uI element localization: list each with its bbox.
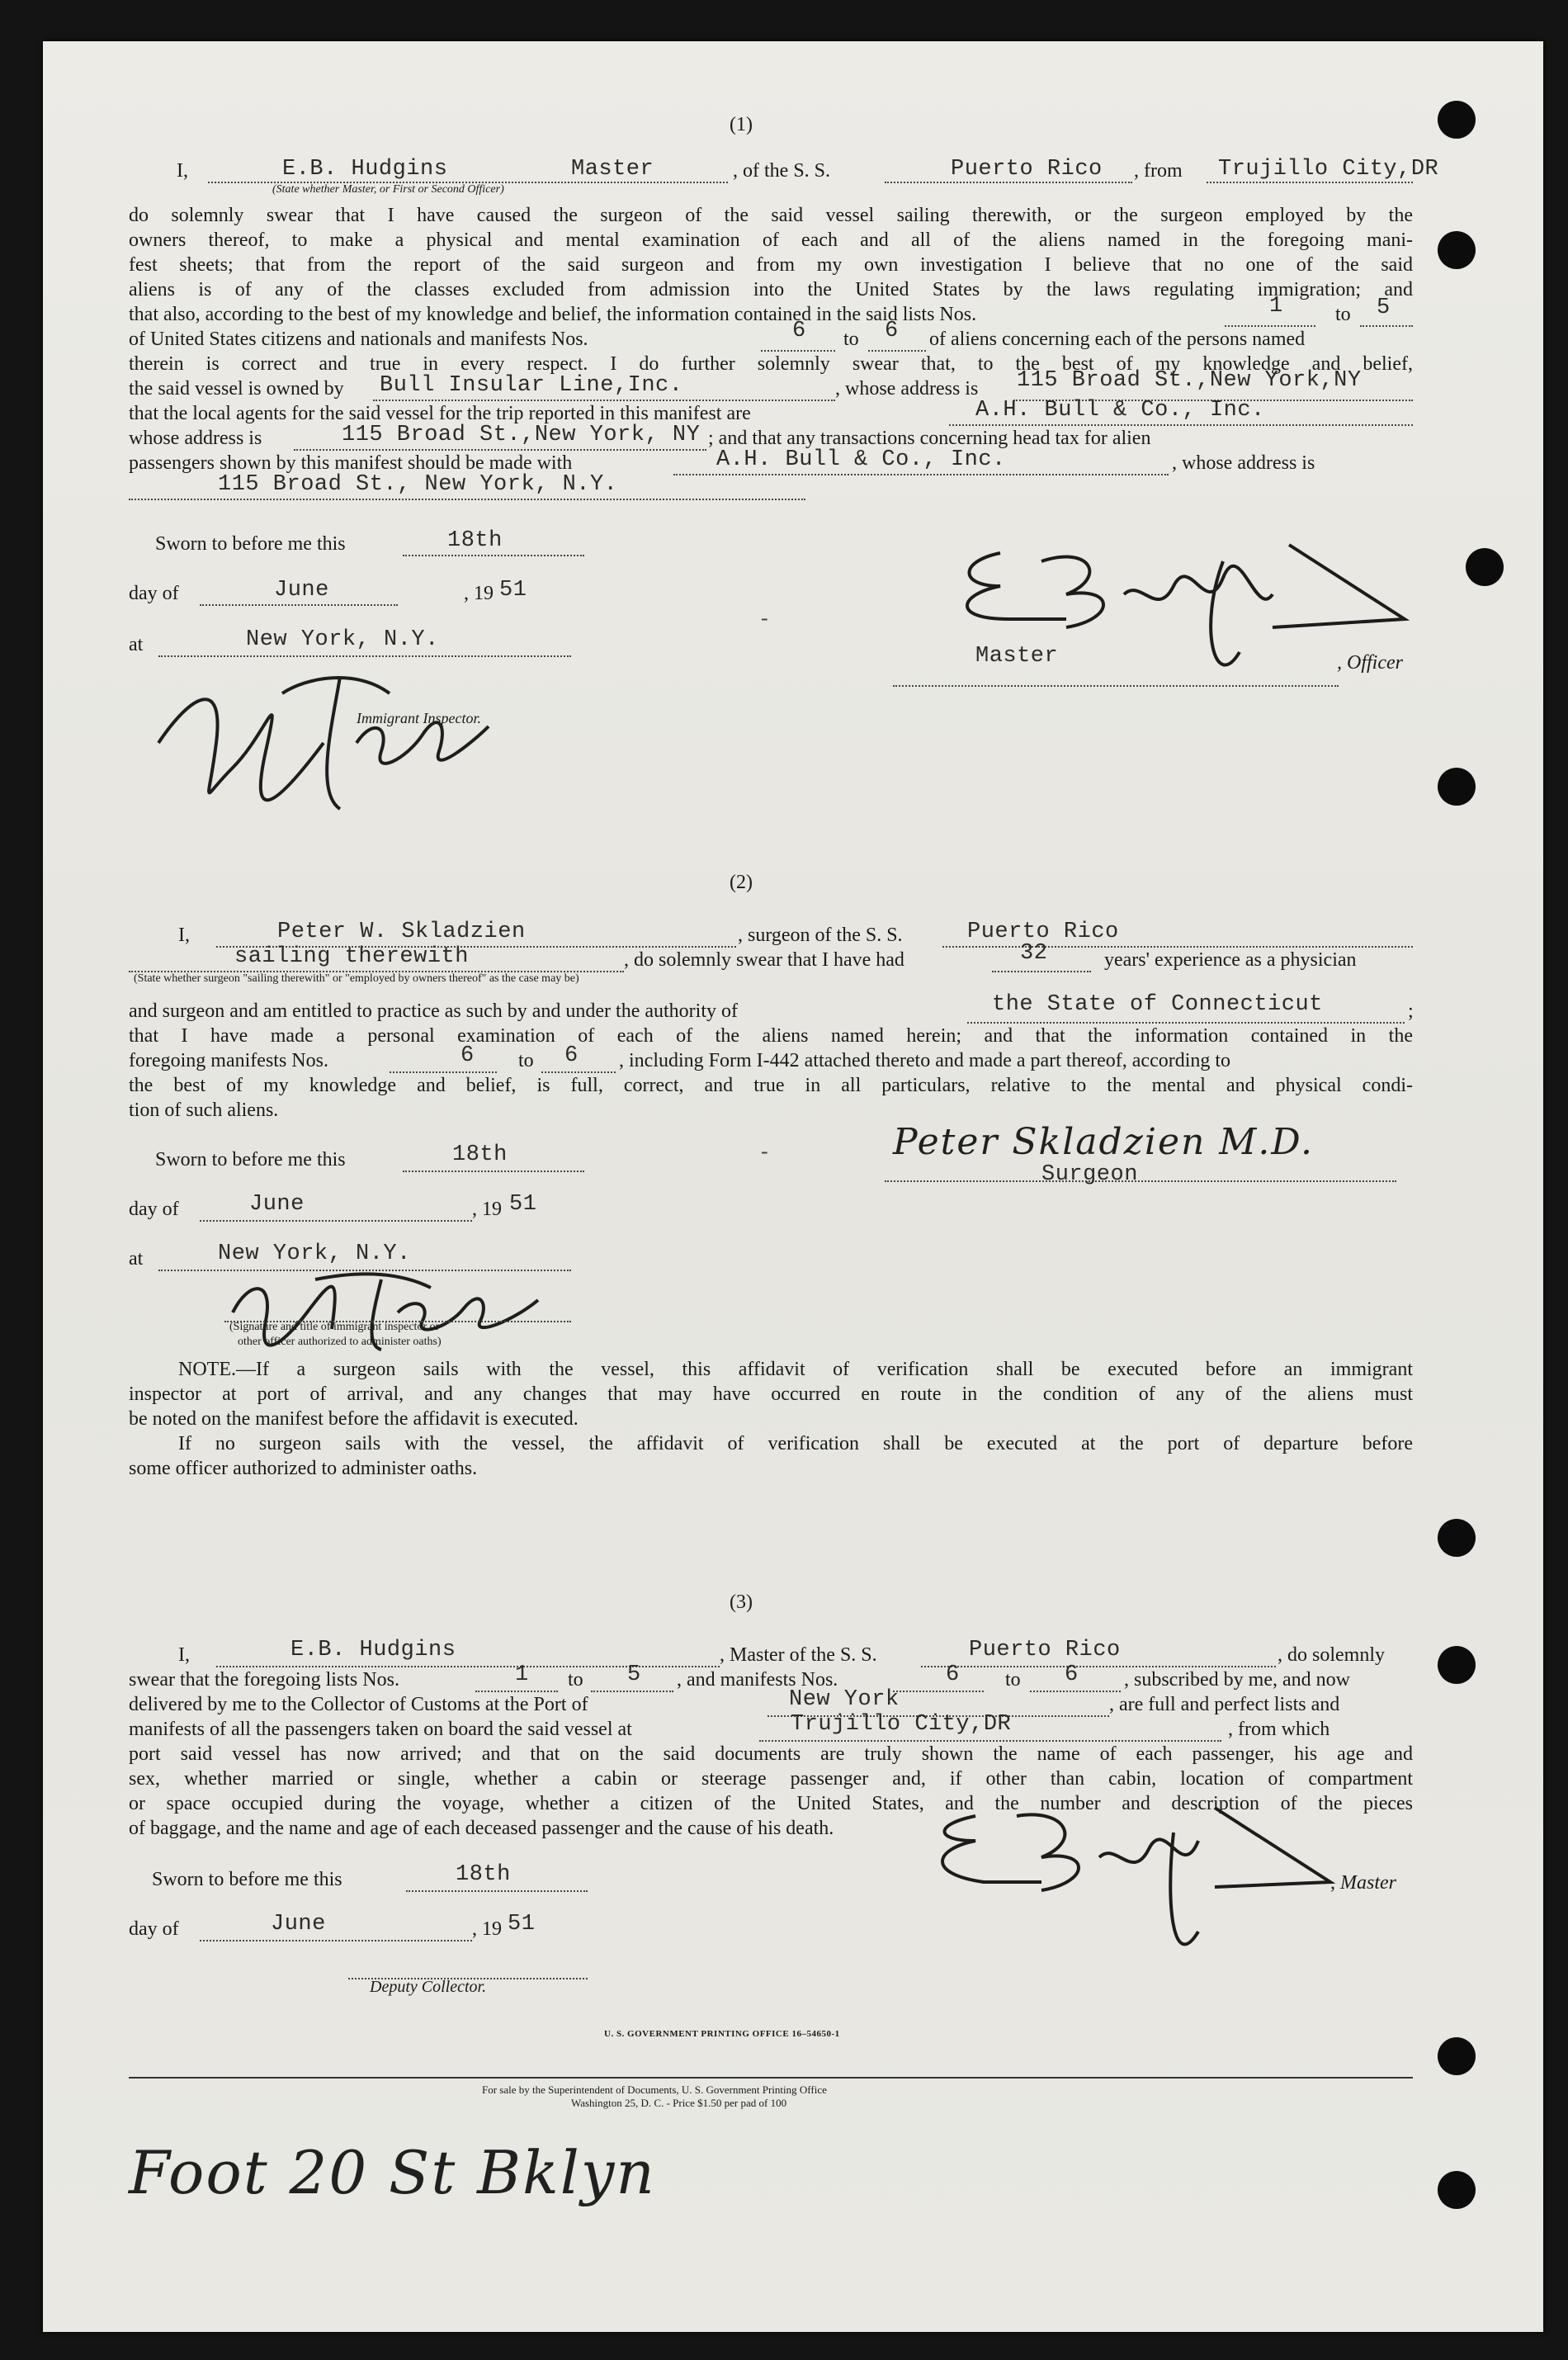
sworn-day-3: 18th <box>456 1862 511 1887</box>
sworn-day: 18th <box>447 528 503 553</box>
head-tax-agent: A.H. Bull & Co., Inc. <box>716 447 1006 472</box>
surgeon-signature: Peter Skladzien M.D. <box>893 1121 1315 1163</box>
gpo-imprint: U. S. GOVERNMENT PRINTING OFFICE 16–54650-1 <box>604 2029 840 2039</box>
lists-to: 5 <box>1377 296 1391 320</box>
inspector-label: Immigrant Inspector. <box>357 710 481 726</box>
margin-mark: - <box>761 1139 768 1163</box>
surgeon-manifest-from: 6 <box>460 1043 475 1068</box>
vessel-owner: Bull Insular Line,Inc. <box>380 373 683 398</box>
footer-rule <box>129 2077 1413 2079</box>
surgeon-status: sailing therewith <box>234 944 469 969</box>
owner-address: 115 Broad St.,New York,NY <box>1017 368 1362 393</box>
punch-hole <box>1466 548 1504 586</box>
surgeon-sworn-place: New York, N.Y. <box>218 1241 411 1266</box>
departure-port-3: Trujillo City,DR <box>791 1712 1012 1737</box>
inspector-signature <box>142 644 530 817</box>
sworn-year-3: 51 <box>508 1912 536 1937</box>
surgeon-sworn-day: 18th <box>452 1142 508 1167</box>
license-authority: the State of Connecticut <box>992 992 1323 1017</box>
lists-from: 1 <box>1269 294 1283 319</box>
master-name: E.B. Hudgins <box>282 157 448 182</box>
punch-hole <box>1438 1519 1476 1557</box>
deputy-collector-label: Deputy Collector. <box>370 1978 487 1996</box>
head-tax-agent-address: 115 Broad St., New York, N.Y. <box>218 472 618 497</box>
section-number: (3) <box>730 1591 753 1613</box>
master-name-3: E.B. Hudgins <box>290 1638 456 1662</box>
local-agent: A.H. Bull & Co., Inc. <box>975 398 1265 423</box>
rank-note: (State whether Master, or First or Second Officer) <box>272 183 504 196</box>
manifest-to: 6 <box>885 319 899 343</box>
oath-line-1b: , of the S. S. <box>733 160 831 182</box>
oath-line-1: I, <box>177 160 188 182</box>
surgeon-sworn-year: 51 <box>509 1192 537 1217</box>
margin-mark: - <box>761 606 768 630</box>
agent-address: 115 Broad St.,New York, NY <box>342 423 701 447</box>
sworn-month-3: June <box>271 1912 326 1937</box>
master-signature-3 <box>901 1791 1347 1981</box>
sworn-month: June <box>274 578 329 603</box>
section-number: (1) <box>730 114 753 135</box>
sworn-place: New York, N.Y. <box>246 627 439 652</box>
sailing-note: (State whether surgeon "sailing therewith" or "employed by owners thereof" as the case may be) <box>134 972 579 985</box>
master-typed: Master <box>975 644 1059 669</box>
arrival-port: New York <box>789 1687 900 1712</box>
surgeon-vessel: Puerto Rico <box>967 920 1119 944</box>
punch-hole <box>1438 2037 1476 2075</box>
lists-to-3: 5 <box>627 1662 641 1687</box>
punch-hole <box>1438 1646 1476 1684</box>
departure-port: Trujillo City,DR <box>1218 157 1439 182</box>
punch-hole <box>1438 231 1476 269</box>
handwritten-location-note: Foot 20 St Bklyn <box>129 2138 656 2207</box>
section-number: (2) <box>730 872 753 893</box>
surgeon-typed: Surgeon <box>1041 1162 1138 1187</box>
rank: Master <box>571 157 654 182</box>
vessel-name: Puerto Rico <box>951 157 1103 182</box>
surgeon-sworn-month: June <box>249 1192 305 1217</box>
punch-hole <box>1438 2171 1476 2209</box>
manifest-affidavit-page: (1) I, E.B. Hudgins Master , of the S. S. Puerto Rico , from Trujillo City,DR (State whether Master, or First or Second Officer) do solemnly swear that I have caused the surgeon of the said vessel sailing therewith, or the surgeon employed by the owners thereof, to make a physical and mental examination of each and all of the aliens named in the foregoing mani- fest sheets; that from the report of the said surgeon and from my own investigation I believe that no one of the said aliens is of any of the classes excluded from admission into the United States by the laws regulating immigration; and that also, according to the best of my knowledge and belief, the information contained in the said lists Nos. 1 to 5 of United States citizens and nationals and manifests Nos. 6 to 6 of aliens concerning each of the persons named therein is correct and true in every respect. I do further solemnly swear that, to the best of my knowledge and belief, the said vessel is owned by Bull Insular Line,Inc. , whose address is 115 Broad St.,New York,NY that the local agents for the said vessel for the trip reported in this manifest are A.H. Bull & Co., Inc. whose address is 115 Broad St.,New York, NY ; and that any transactions concerning head tax for alien passengers shown by this manifest should be made with A.H. Bull & Co., Inc. , whose address is 115 Broad St., New York, N.Y. Sworn to before me this 18th day of June , 19 51 at New York, N.Y. Immigrant Inspector. Master , Officer (2) I, Peter W. Skladzien , surgeon of the S. S. Puerto Rico sailing therewith , do solemnly swear that I have had 32 years' experience as a physician (State whether surgeon "sailing therewith" or "employed by owners thereof" as the case may be) and surgeon and am entitled to practice as such by and under the authority of the State of Connecticut ; that I have made a personal examination of each of the aliens named herein; and that the information contained in the foregoing manifests Nos. 6 to 6 , including Form I-442 attached thereto and made a part thereof, according to the best of my knowledge and belief, is full, correct, and true in all particulars, relative to the mental and physical condi- tion of such aliens. Sworn to before me this 18th day of June , 19 51 at New York, N.Y. (Signature and title of immigrant inspector or other officer authorized to administer oaths) Peter Skladzien M.D. Surgeon NOTE.—If a surgeon sails with the vessel, this affidavit of verification shall be executed before an immigrant inspector at port of arrival, and any changes that may have occurred en route in the condition of any of the aliens must be noted on the manifest before the affidavit is executed. If no surgeon sails with the vessel, the affidavit of verification shall be executed at the port of departure before some officer authorized to administer oaths. (3) I, E.B. Hudgins , Master of the S. S. Puerto Rico , do solemnly swear that the foregoing lists Nos. 1 to 5 , and manifests Nos. 6 to 6 , subscribed by me, and now delivered by me to the Collector of Customs at the Port of New York , are full and perfect lists and manifests of all the passengers taken on board the said vessel at Trujillo City,DR , from which port said vessel has now arrived; and that on the said documents are truly shown the name of each passenger, his age and sex, whether married or single, whether a cabin or steerage passenger and, if other than cabin, location of compartment or space occupied during the voyage, whether a citizen of the United States, and the number and description of the pieces of baggage, and the name and age of each deceased passenger and the cause of his death. Sworn to before me this 18th day of June , 19 51 Deputy Collector. , Master U. S. GOVERNMENT PRINTING OFFICE 16–54650-1 For sale by the Superintendent of Documents, U. S. Government Printing Office Washington 25, D. C. - Price $1.50 per pad of 100 Foot 20 St Bklyn - - <box>43 41 1543 2332</box>
surgeon-name: Peter W. Skladzien <box>277 920 526 944</box>
vessel-name-3: Puerto Rico <box>969 1638 1121 1662</box>
manifest-from-3: 6 <box>946 1662 960 1687</box>
punch-hole <box>1438 768 1476 806</box>
surgeon-manifest-to: 6 <box>564 1043 579 1068</box>
manifest-to-3: 6 <box>1065 1662 1079 1687</box>
punch-hole <box>1438 101 1476 139</box>
manifest-from: 6 <box>792 319 806 343</box>
lists-from-3: 1 <box>515 1662 529 1687</box>
years-experience: 32 <box>1020 941 1048 966</box>
sworn-year: 51 <box>499 578 527 603</box>
